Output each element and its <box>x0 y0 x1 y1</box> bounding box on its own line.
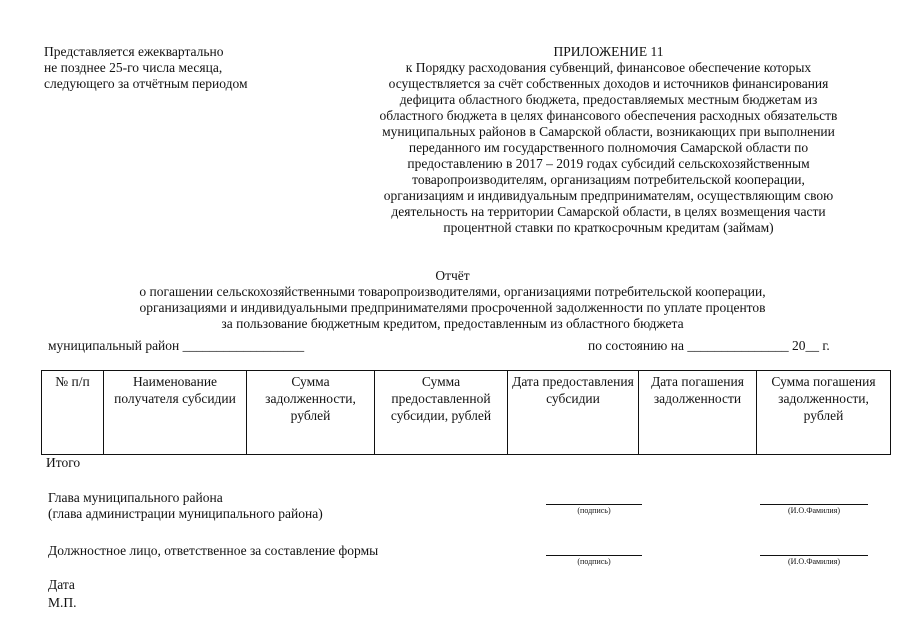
report-subtitle-line: о погашении сельскохозяйственными товаропроизводителями, организациями потребительской кооперации, <box>139 284 766 299</box>
name-caption: (И.О.Фамилия) <box>787 557 841 566</box>
appendix-line: областного бюджета в целях финансового обеспечения расходных обязательств <box>379 108 838 123</box>
submission-note-line: Представляется ежеквартально <box>44 44 224 59</box>
column-header-subsidy-amount: Сумма предоставленной субсидии, рублей <box>375 371 508 455</box>
report-subtitle-line: за пользование бюджетным кредитом, предоставленным из областного бюджета <box>221 316 684 331</box>
appendix-line: товаропроизводителям, организациям потребительской кооперации, <box>412 172 805 187</box>
report-title-block <box>40 268 865 332</box>
report-table <box>41 370 891 455</box>
column-header-subsidy-date: Дата предоставления субсидии <box>508 371 639 455</box>
name-caption: (И.О.Фамилия) <box>787 506 841 515</box>
appendix-line: процентной ставки по краткосрочным кредитам (займам) <box>443 220 774 235</box>
head-title-line: (глава администрации муниципального района) <box>48 506 323 521</box>
report-subtitle-line: организациями и индивидуальными предпринимателями просроченной задолженности по уплате процентов <box>139 300 766 315</box>
appendix-line: к Порядку расходования субвенций, финансовое обеспечение которых <box>405 60 812 75</box>
appendix-line: деятельность на территории Самарской области, в целях возмещения части <box>391 204 826 219</box>
submission-note-line: не позднее 25-го числа месяца, <box>44 60 223 75</box>
status-date-field[interactable]: по состоянию на _______________ 20__ г. <box>588 338 830 353</box>
official-title: Должностное лицо, ответственное за составление формы <box>48 543 379 558</box>
column-header-number: № п/п <box>42 371 104 455</box>
district-row <box>48 338 880 356</box>
appendix-line: предоставлению в 2017 – 2019 годах субсидий сельскохозяйственным <box>407 156 810 171</box>
appendix-line: дефицита областного бюджета, предоставляемых местным бюджетам из <box>399 92 818 107</box>
column-header-debt-amount: Сумма задолженности, рублей <box>247 371 375 455</box>
appendix-line: осуществляется за счёт собственных доходов и источников финансирования <box>388 76 829 91</box>
column-header-repayment-date: Дата погашения задолженности <box>639 371 757 455</box>
signature-caption: (подпись) <box>577 506 611 515</box>
head-title-line: Глава муниципального района <box>48 490 223 505</box>
appendix-title: ПРИЛОЖЕНИЕ 11 <box>553 44 664 59</box>
seal-label: М.П. <box>48 595 77 610</box>
report-title: Отчёт <box>435 268 470 283</box>
total-label: Итого <box>46 455 81 470</box>
appendix-line: муниципальных районов в Самарской области, возникающих при выполнении <box>382 124 835 139</box>
head-title <box>48 490 323 522</box>
district-field[interactable]: муниципальный район __________________ <box>48 338 305 353</box>
column-header-recipient: Наименование получателя субсидии <box>104 371 247 455</box>
date-label: Дата <box>48 577 75 592</box>
appendix-line: организациям и индивидуальным предпринимателям, осуществляющим свою <box>383 188 834 203</box>
table-header-row <box>42 371 891 455</box>
signature-caption: (подпись) <box>577 557 611 566</box>
appendix-header <box>336 44 881 236</box>
submission-note <box>44 44 314 92</box>
submission-note-line: следующего за отчётным периодом <box>44 76 248 91</box>
signature-row-head <box>48 490 888 530</box>
signature-row-official <box>48 543 888 583</box>
column-header-repayment-amount: Сумма погашения задолженности, рублей <box>757 371 891 455</box>
appendix-line: переданного им государственного полномочия Самарской области по <box>408 140 809 155</box>
